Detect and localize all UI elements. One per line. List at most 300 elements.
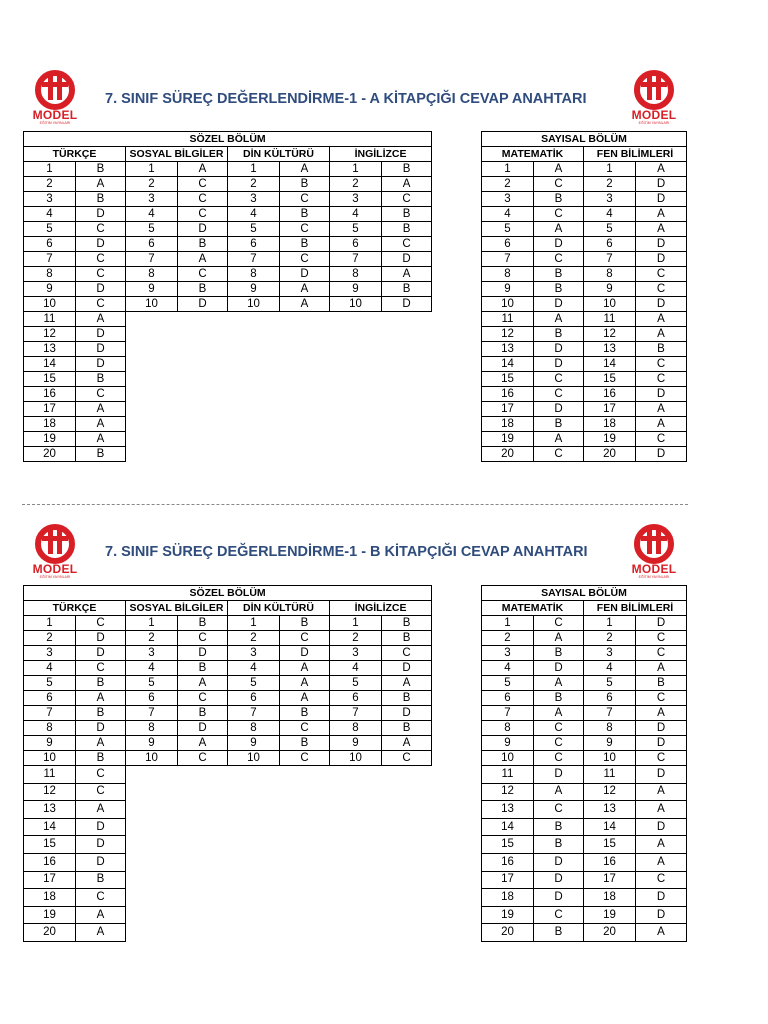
question-number: 18 [24, 417, 76, 432]
question-number: 7 [24, 252, 76, 267]
answer-ingilizce: B [382, 691, 432, 706]
answer-fen: D [636, 766, 687, 784]
answer-row [482, 706, 687, 721]
answer-row [482, 417, 687, 432]
answer-din: B [280, 237, 330, 252]
empty-cell [280, 402, 330, 417]
subject-header-row [482, 147, 687, 162]
question-number: 9 [330, 736, 382, 751]
question-number: 3 [330, 192, 382, 207]
answer-fen: A [636, 402, 687, 417]
answer-row [24, 661, 432, 676]
answer-matematik: C [534, 252, 584, 267]
empty-cell [280, 783, 330, 801]
question-number: 17 [482, 402, 534, 417]
question-number: 4 [330, 207, 382, 222]
answer-matematik: B [534, 327, 584, 342]
answer-row [24, 417, 432, 432]
empty-cell [228, 372, 280, 387]
sayisal-table-a [481, 131, 687, 462]
empty-cell [126, 801, 178, 819]
answer-matematik: A [534, 631, 584, 646]
answer-row [24, 402, 432, 417]
question-number: 6 [584, 237, 636, 252]
empty-cell [280, 327, 330, 342]
logo-subtitle: EĞİTİM YAYINLARI [638, 121, 670, 125]
question-number: 12 [24, 327, 76, 342]
answer-turkce: A [76, 432, 126, 447]
question-number: 17 [584, 871, 636, 889]
answer-fen: A [636, 162, 687, 177]
question-number: 10 [330, 751, 382, 766]
answer-row [24, 706, 432, 721]
turkce-header: TÜRKÇE [24, 601, 126, 616]
question-number: 1 [584, 616, 636, 631]
answer-turkce: D [76, 721, 126, 736]
empty-cell [330, 327, 382, 342]
empty-cell [382, 924, 432, 942]
answer-row [24, 616, 432, 631]
question-number: 7 [482, 252, 534, 267]
answer-turkce: B [76, 871, 126, 889]
question-number: 5 [482, 222, 534, 237]
question-number: 7 [584, 706, 636, 721]
empty-cell [382, 853, 432, 871]
empty-cell [178, 818, 228, 836]
question-number: 11 [24, 312, 76, 327]
question-number: 1 [482, 162, 534, 177]
question-number: 8 [584, 721, 636, 736]
question-number: 9 [126, 282, 178, 297]
empty-cell [330, 924, 382, 942]
answer-matematik: C [534, 387, 584, 402]
question-number: 4 [24, 661, 76, 676]
answer-row [24, 818, 432, 836]
answer-ingilizce: B [382, 721, 432, 736]
answer-matematik: C [534, 736, 584, 751]
empty-cell [280, 447, 330, 462]
question-number: 12 [482, 783, 534, 801]
answer-row [482, 267, 687, 282]
answer-row [482, 282, 687, 297]
empty-cell [280, 801, 330, 819]
answer-turkce: C [76, 297, 126, 312]
empty-cell [178, 906, 228, 924]
empty-cell [178, 889, 228, 907]
empty-cell [382, 342, 432, 357]
question-number: 7 [228, 252, 280, 267]
question-number: 2 [126, 631, 178, 646]
empty-cell [330, 432, 382, 447]
question-number: 14 [482, 818, 534, 836]
question-number: 15 [482, 836, 534, 854]
question-number: 10 [584, 297, 636, 312]
turkce-header: TÜRKÇE [24, 147, 126, 162]
question-number: 19 [24, 432, 76, 447]
empty-cell [228, 906, 280, 924]
answer-row [24, 801, 432, 819]
question-number: 15 [584, 836, 636, 854]
empty-cell [178, 836, 228, 854]
empty-cell [178, 801, 228, 819]
empty-cell [126, 372, 178, 387]
answer-row [482, 836, 687, 854]
question-number: 4 [228, 661, 280, 676]
empty-cell [330, 357, 382, 372]
question-number: 6 [330, 691, 382, 706]
answer-sosyal: C [178, 207, 228, 222]
answer-turkce: C [76, 766, 126, 784]
question-number: 20 [24, 924, 76, 942]
question-number: 5 [482, 676, 534, 691]
answer-turkce: D [76, 853, 126, 871]
answer-row [24, 327, 432, 342]
answer-turkce: B [76, 706, 126, 721]
answer-row [482, 751, 687, 766]
answer-sosyal: A [178, 736, 228, 751]
question-number: 1 [330, 162, 382, 177]
answer-fen: D [636, 721, 687, 736]
empty-cell [330, 417, 382, 432]
answer-row [24, 237, 432, 252]
answer-fen: D [636, 192, 687, 207]
answer-row [482, 736, 687, 751]
answer-matematik: C [534, 177, 584, 192]
answer-fen: A [636, 312, 687, 327]
question-number: 4 [126, 661, 178, 676]
answer-matematik: D [534, 853, 584, 871]
empty-cell [228, 766, 280, 784]
empty-cell [280, 906, 330, 924]
answer-sosyal: C [178, 267, 228, 282]
answer-fen: A [636, 836, 687, 854]
answer-sosyal: D [178, 222, 228, 237]
question-number: 3 [330, 646, 382, 661]
question-number: 7 [228, 706, 280, 721]
question-number: 20 [584, 447, 636, 462]
answer-turkce: A [76, 402, 126, 417]
matematik-header: MATEMATİK [482, 601, 584, 616]
answer-sosyal: B [178, 282, 228, 297]
empty-cell [228, 783, 280, 801]
question-number: 8 [126, 721, 178, 736]
empty-cell [178, 372, 228, 387]
question-number: 19 [24, 906, 76, 924]
question-number: 5 [330, 676, 382, 691]
question-number: 19 [584, 432, 636, 447]
answer-sosyal: D [178, 297, 228, 312]
empty-cell [178, 871, 228, 889]
answer-row [24, 631, 432, 646]
question-number: 9 [228, 282, 280, 297]
empty-cell [330, 853, 382, 871]
model-logo-icon [30, 524, 80, 564]
answer-row [482, 616, 687, 631]
answer-row [24, 736, 432, 751]
answer-row [24, 252, 432, 267]
answer-turkce: A [76, 177, 126, 192]
question-number: 5 [228, 222, 280, 237]
answer-sosyal: C [178, 691, 228, 706]
answer-matematik: B [534, 818, 584, 836]
answer-din: C [280, 721, 330, 736]
answer-din: C [280, 751, 330, 766]
answer-matematik: D [534, 357, 584, 372]
question-number: 18 [482, 889, 534, 907]
logo-brand: MODEL [32, 562, 78, 576]
answer-row [482, 162, 687, 177]
question-number: 11 [24, 766, 76, 784]
question-number: 19 [482, 432, 534, 447]
question-number: 4 [482, 207, 534, 222]
empty-cell [126, 783, 178, 801]
empty-cell [228, 801, 280, 819]
answer-row [482, 906, 687, 924]
empty-cell [382, 447, 432, 462]
answer-row [482, 676, 687, 691]
question-number: 10 [330, 297, 382, 312]
section-a-title: 7. SINIF SÜREÇ DEĞERLENDİRME-1 - A KİTAPÇIĞI CEVAP ANAHTARI [105, 91, 587, 107]
question-number: 7 [24, 706, 76, 721]
question-number: 2 [584, 177, 636, 192]
question-number: 18 [584, 417, 636, 432]
empty-cell [228, 871, 280, 889]
empty-cell [178, 853, 228, 871]
answer-matematik: B [534, 267, 584, 282]
model-logo-icon [30, 70, 80, 110]
answer-fen: A [636, 207, 687, 222]
question-number: 4 [584, 207, 636, 222]
answer-fen: C [636, 282, 687, 297]
answer-matematik: B [534, 691, 584, 706]
empty-cell [228, 818, 280, 836]
question-number: 11 [482, 312, 534, 327]
question-number: 8 [330, 267, 382, 282]
empty-cell [382, 312, 432, 327]
answer-din: C [280, 631, 330, 646]
answer-turkce: B [76, 162, 126, 177]
question-number: 5 [126, 222, 178, 237]
question-number: 6 [24, 237, 76, 252]
question-number: 1 [584, 162, 636, 177]
answer-ingilizce: B [382, 631, 432, 646]
answer-turkce: A [76, 906, 126, 924]
answer-row [24, 312, 432, 327]
empty-cell [382, 432, 432, 447]
answer-matematik: A [534, 676, 584, 691]
answer-row [24, 297, 432, 312]
answer-sosyal: A [178, 252, 228, 267]
answer-row [24, 676, 432, 691]
answer-matematik: B [534, 282, 584, 297]
empty-cell [178, 417, 228, 432]
question-number: 2 [228, 177, 280, 192]
question-number: 17 [482, 871, 534, 889]
answer-din: A [280, 297, 330, 312]
answer-row [482, 818, 687, 836]
sozel-heading-row [24, 132, 432, 147]
answer-fen: A [636, 924, 687, 942]
answer-matematik: C [534, 751, 584, 766]
answer-turkce: D [76, 818, 126, 836]
empty-cell [126, 357, 178, 372]
answer-matematik: D [534, 237, 584, 252]
empty-cell [178, 357, 228, 372]
answer-turkce: D [76, 237, 126, 252]
answer-row [24, 432, 432, 447]
answer-turkce: C [76, 889, 126, 907]
answer-sosyal: C [178, 751, 228, 766]
answer-fen: D [636, 736, 687, 751]
din-header: DİN KÜLTÜRÜ [228, 147, 330, 162]
question-number: 20 [482, 924, 534, 942]
answer-row [482, 237, 687, 252]
question-number: 5 [24, 676, 76, 691]
question-number: 12 [482, 327, 534, 342]
empty-cell [178, 766, 228, 784]
empty-cell [330, 342, 382, 357]
question-number: 8 [24, 267, 76, 282]
answer-row [24, 267, 432, 282]
answer-ingilizce: D [382, 252, 432, 267]
sozel-heading: SÖZEL BÖLÜM [24, 132, 432, 147]
answer-turkce: B [76, 192, 126, 207]
sayisal-heading: SAYISAL BÖLÜM [482, 586, 687, 601]
question-number: 8 [228, 267, 280, 282]
question-number: 14 [584, 357, 636, 372]
answer-turkce: C [76, 222, 126, 237]
answer-turkce: D [76, 357, 126, 372]
answer-row [482, 924, 687, 942]
question-number: 12 [24, 783, 76, 801]
answer-fen: D [636, 889, 687, 907]
empty-cell [382, 871, 432, 889]
answer-sosyal: A [178, 162, 228, 177]
answer-matematik: D [534, 661, 584, 676]
answer-turkce: D [76, 836, 126, 854]
empty-cell [178, 432, 228, 447]
answer-row [24, 691, 432, 706]
empty-cell [280, 417, 330, 432]
empty-cell [280, 836, 330, 854]
answer-turkce: B [76, 447, 126, 462]
question-number: 6 [482, 237, 534, 252]
answer-matematik: C [534, 801, 584, 819]
answer-fen: C [636, 357, 687, 372]
subject-header-row [24, 147, 432, 162]
question-number: 2 [482, 177, 534, 192]
empty-cell [228, 853, 280, 871]
question-number: 9 [584, 736, 636, 751]
question-number: 11 [584, 312, 636, 327]
answer-matematik: B [534, 417, 584, 432]
question-number: 1 [24, 162, 76, 177]
answer-sosyal: A [178, 676, 228, 691]
empty-cell [330, 818, 382, 836]
empty-cell [228, 402, 280, 417]
answer-matematik: D [534, 889, 584, 907]
answer-din: B [280, 706, 330, 721]
question-number: 6 [482, 691, 534, 706]
empty-cell [126, 342, 178, 357]
answer-fen: D [636, 387, 687, 402]
answer-ingilizce: D [382, 706, 432, 721]
empty-cell [126, 417, 178, 432]
answer-turkce: D [76, 646, 126, 661]
question-number: 10 [126, 751, 178, 766]
question-number: 4 [482, 661, 534, 676]
question-number: 4 [584, 661, 636, 676]
answer-row [24, 783, 432, 801]
answer-matematik: C [534, 372, 584, 387]
question-number: 13 [584, 801, 636, 819]
empty-cell [228, 447, 280, 462]
answer-din: A [280, 661, 330, 676]
empty-cell [228, 432, 280, 447]
question-number: 6 [228, 237, 280, 252]
answer-matematik: B [534, 836, 584, 854]
logo-brand: MODEL [32, 108, 78, 122]
answer-ingilizce: A [382, 676, 432, 691]
question-number: 18 [482, 417, 534, 432]
empty-cell [126, 327, 178, 342]
answer-sosyal: B [178, 616, 228, 631]
empty-cell [228, 924, 280, 942]
answer-matematik: A [534, 312, 584, 327]
question-number: 2 [24, 177, 76, 192]
empty-cell [382, 372, 432, 387]
question-number: 8 [24, 721, 76, 736]
empty-cell [330, 801, 382, 819]
sozel-table-b [23, 585, 432, 942]
question-number: 2 [584, 631, 636, 646]
question-number: 2 [330, 177, 382, 192]
question-number: 9 [330, 282, 382, 297]
empty-cell [280, 766, 330, 784]
question-number: 16 [584, 853, 636, 871]
question-number: 19 [584, 906, 636, 924]
answer-din: B [280, 736, 330, 751]
empty-cell [228, 387, 280, 402]
question-number: 3 [584, 192, 636, 207]
answer-turkce: D [76, 631, 126, 646]
question-number: 10 [584, 751, 636, 766]
logo-subtitle: EĞİTİM YAYINLARI [638, 575, 670, 579]
question-number: 7 [330, 252, 382, 267]
logo-left-b [30, 524, 80, 582]
answer-turkce: A [76, 312, 126, 327]
empty-cell [382, 766, 432, 784]
question-number: 1 [24, 616, 76, 631]
empty-cell [126, 447, 178, 462]
question-number: 6 [228, 691, 280, 706]
answer-turkce: C [76, 252, 126, 267]
answer-sosyal: D [178, 646, 228, 661]
section-b-title: 7. SINIF SÜREÇ DEĞERLENDİRME-1 - B KİTAPÇIĞI CEVAP ANAHTARI [105, 544, 588, 560]
question-number: 10 [126, 297, 178, 312]
answer-row [482, 357, 687, 372]
answer-turkce: D [76, 342, 126, 357]
answer-ingilizce: B [382, 207, 432, 222]
question-number: 6 [126, 691, 178, 706]
empty-cell [178, 342, 228, 357]
model-logo-icon [629, 524, 679, 564]
answer-ingilizce: B [382, 616, 432, 631]
logo-left-a [30, 70, 80, 128]
answer-matematik: D [534, 871, 584, 889]
answer-fen: B [636, 342, 687, 357]
answer-row [24, 924, 432, 942]
